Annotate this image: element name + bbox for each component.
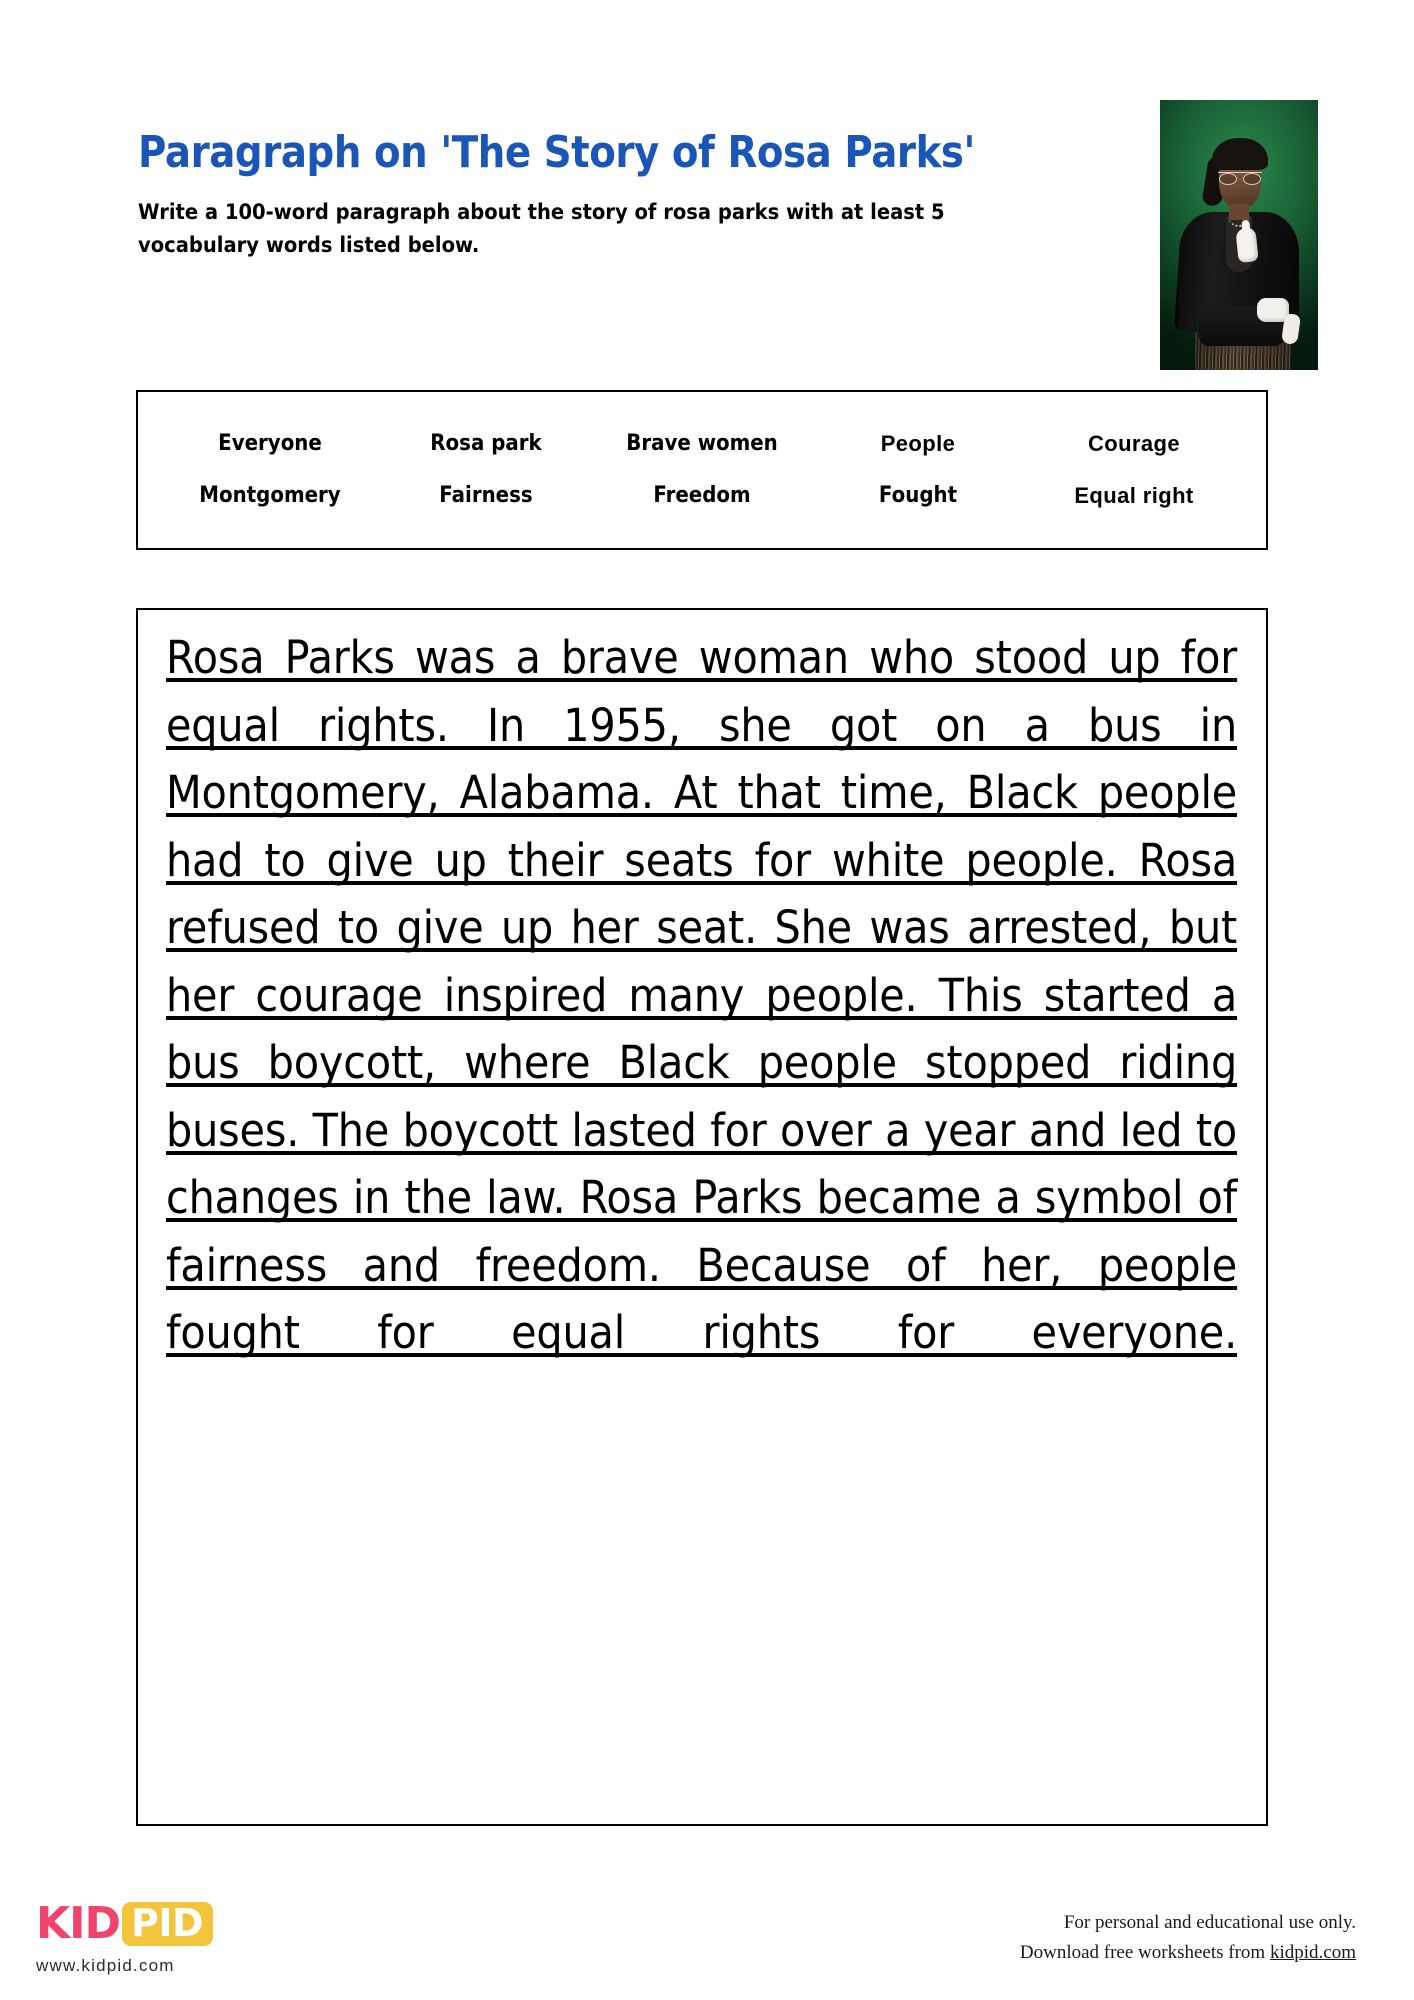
vocabulary-word: Freedom	[653, 483, 751, 508]
worksheet-header	[138, 127, 1098, 261]
vocabulary-word: Fairness	[439, 483, 533, 508]
logo-pid-badge	[122, 1902, 213, 1946]
logo-pid-text: PID	[131, 1901, 204, 1945]
vocabulary-word: Montgomery	[199, 483, 341, 508]
photo-pointing-finger	[1241, 220, 1250, 238]
footer-usage-line: For personal and educational use only.	[1063, 1912, 1356, 1933]
vocabulary-word: Courage	[1087, 431, 1181, 456]
footer-kidpid-link[interactable]: kidpid.com	[1269, 1942, 1356, 1964]
rosa-parks-photo	[1160, 100, 1318, 370]
vocabulary-word: Rosa park	[430, 431, 542, 456]
photo-glasses	[1218, 172, 1262, 184]
kidpid-logo	[36, 1900, 296, 1976]
vocabulary-word: Brave women	[626, 431, 778, 456]
vocabulary-word: People	[880, 431, 956, 456]
vocabulary-word: Everyone	[218, 431, 322, 456]
vocabulary-box	[136, 390, 1268, 550]
logo-kid-text: KID	[36, 1898, 120, 1949]
vocabulary-word: Fought	[878, 483, 958, 508]
instructions-text: Write a 100-word paragraph about the story of rosa parks with at least 5 vocabulary words listed below.	[138, 200, 945, 257]
footer-download-prefix: Download free worksheets from	[1019, 1942, 1270, 1964]
page-title: Paragraph on 'The Story of Rosa Parks'	[138, 127, 975, 178]
logo-website-url: www.kidpid.com	[36, 1956, 175, 1975]
footer-download-line	[1020, 1938, 1356, 1968]
logo-wordmark	[36, 1900, 296, 1948]
vocabulary-row	[138, 483, 1266, 509]
vocabulary-row	[138, 431, 1266, 457]
footer-note	[1020, 1908, 1356, 1969]
answer-box[interactable]	[136, 608, 1268, 1826]
vocabulary-word: Equal right	[1074, 483, 1194, 508]
answer-paragraph[interactable]: Rosa Parks was a brave woman who stood up for equal rights. In 1955, she got on a bus in Montgomery, Alabama. At that time, Black people had to give up their seats for white people. Rosa refused to give up her seat. She was arrested, but her courage inspired many people. This started a bus boycott, where Black people stopped riding buses. The boycott lasted for over a year and led to changes in the law. Rosa Parks became a symbol of fairness and freedom. Because of her, people fought for equal rights for everyone.	[166, 631, 1238, 1359]
